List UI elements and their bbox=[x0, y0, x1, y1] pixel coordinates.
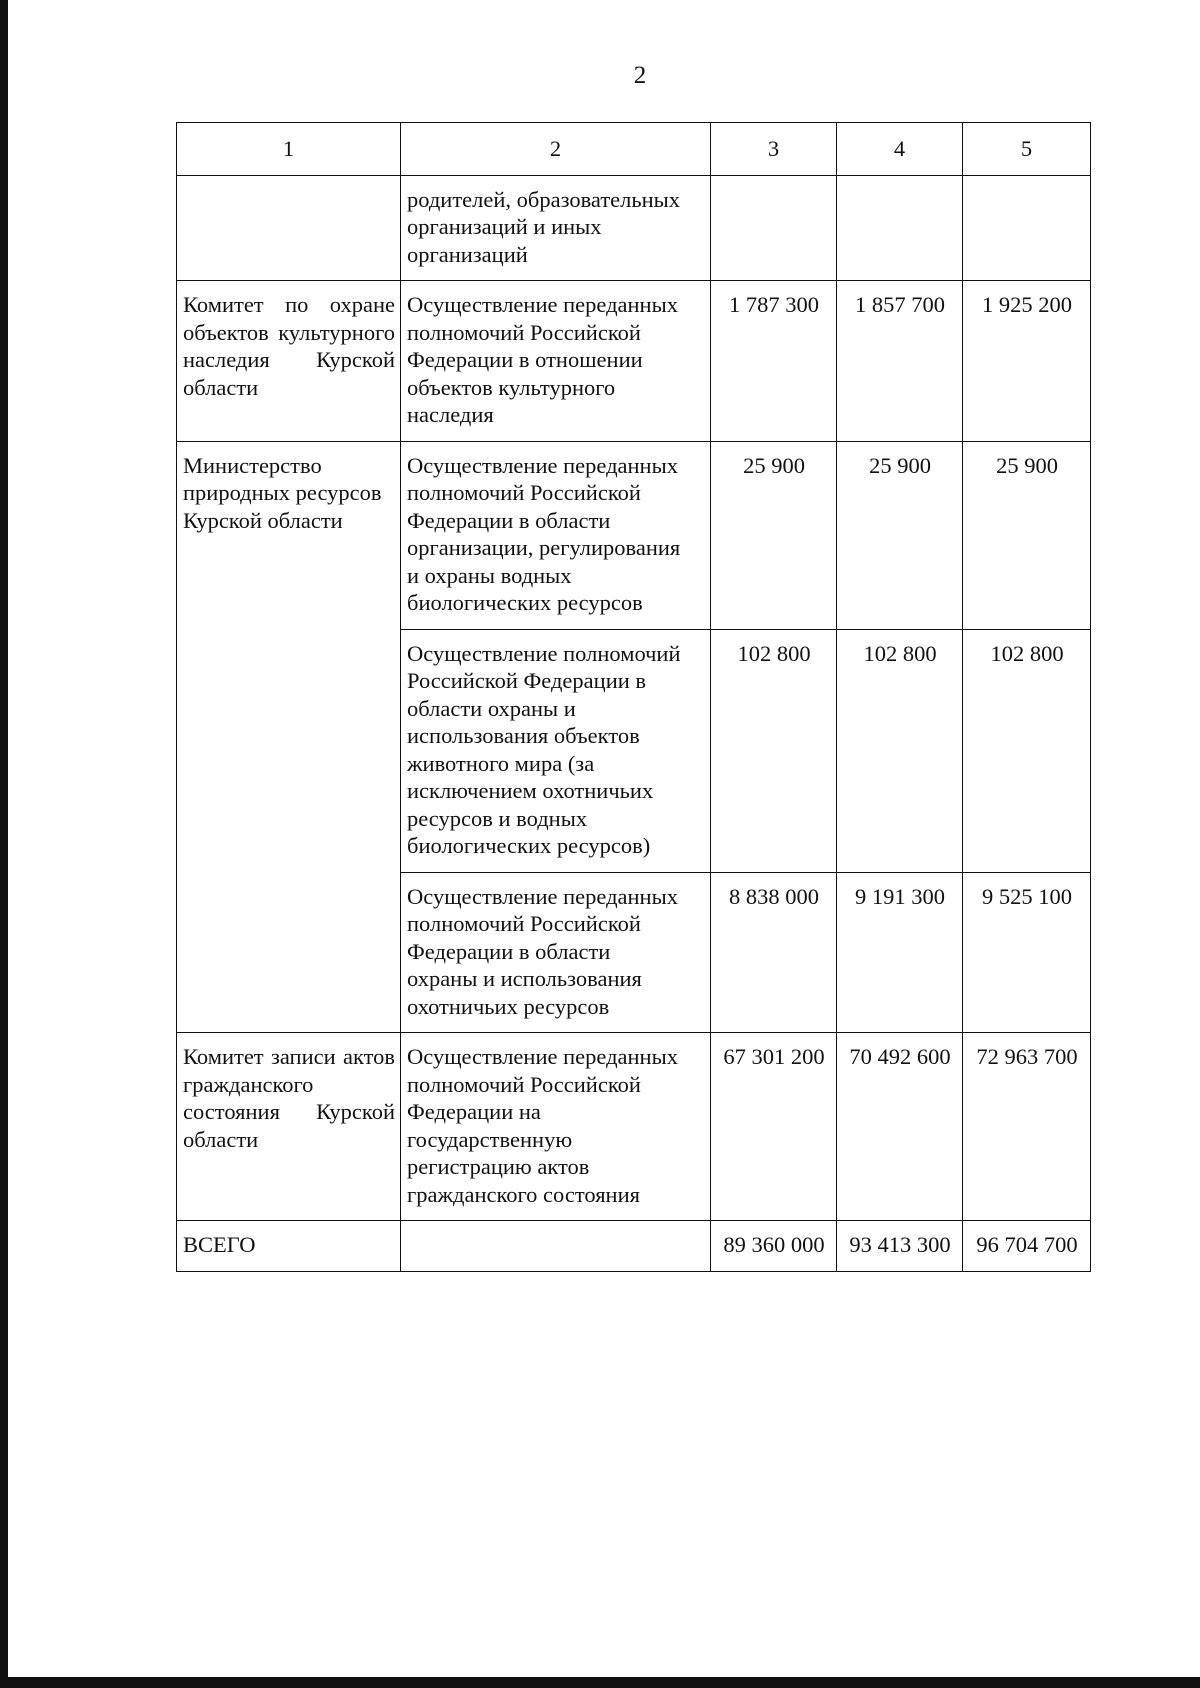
budget-table bbox=[176, 122, 1091, 1272]
value-col5-cell: 1 925 200 bbox=[963, 281, 1091, 442]
total-label: ВСЕГО bbox=[177, 1221, 401, 1272]
value-col3-cell: 25 900 bbox=[711, 441, 837, 629]
table-row bbox=[177, 175, 1091, 281]
activity-cell: Осуществление переданных полномочий Российской Федерации в отношении объектов культурного наследия bbox=[401, 281, 711, 442]
value-col5-cell: 9 525 100 bbox=[963, 872, 1091, 1033]
value-col4-cell: 1 857 700 bbox=[837, 281, 963, 442]
value-col3-cell: 1 787 300 bbox=[711, 281, 837, 442]
org-cell: Комитет записи актов гражданского состояния Курской области bbox=[177, 1033, 401, 1221]
value-col5-cell: 25 900 bbox=[963, 441, 1091, 629]
value-col4-cell: 9 191 300 bbox=[837, 872, 963, 1033]
value-col4-cell: 70 492 600 bbox=[837, 1033, 963, 1221]
column-header-5: 5 bbox=[963, 123, 1091, 176]
activity-cell: Осуществление переданных полномочий Российской Федерации в области организации, регулирования и охраны водных биологических ресурсов bbox=[401, 441, 711, 629]
table-header-row bbox=[177, 123, 1091, 176]
value-col5-cell: 72 963 700 bbox=[963, 1033, 1091, 1221]
value-col3-cell: 8 838 000 bbox=[711, 872, 837, 1033]
scan-bottom-edge bbox=[0, 1677, 1200, 1688]
total-col5: 96 704 700 bbox=[963, 1221, 1091, 1272]
org-cell: Комитет по охране объектов культурного наследия Курской области bbox=[177, 281, 401, 442]
page-number: 2 bbox=[633, 62, 647, 89]
value-col5-cell bbox=[963, 175, 1091, 281]
value-col3-cell: 67 301 200 bbox=[711, 1033, 837, 1221]
value-col4-cell: 102 800 bbox=[837, 629, 963, 872]
activity-cell: Осуществление переданных полномочий Российской Федерации на государственную регистрацию актов гражданского состояния bbox=[401, 1033, 711, 1221]
activity-cell: Осуществление переданных полномочий Российской Федерации в области охраны и использования охотничьих ресурсов bbox=[401, 872, 711, 1033]
org-cell: Министерство природных ресурсов Курской области bbox=[177, 441, 401, 1033]
total-col4: 93 413 300 bbox=[837, 1221, 963, 1272]
value-col3-cell: 102 800 bbox=[711, 629, 837, 872]
column-header-4: 4 bbox=[837, 123, 963, 176]
total-row bbox=[177, 1221, 1091, 1272]
value-col4-cell bbox=[837, 175, 963, 281]
total-col3: 89 360 000 bbox=[711, 1221, 837, 1272]
org-cell bbox=[177, 175, 401, 281]
table-row bbox=[177, 441, 1091, 629]
activity-cell: родителей, образовательных организаций и иных организаций bbox=[401, 175, 711, 281]
column-header-3: 3 bbox=[711, 123, 837, 176]
scan-left-edge bbox=[0, 0, 8, 1688]
activity-cell: Осуществление полномочий Российской Федерации в области охраны и использования объектов животного мира (за исключением охотничьих ресурсов и водных биологических ресурсов) bbox=[401, 629, 711, 872]
column-header-1: 1 bbox=[177, 123, 401, 176]
value-col4-cell: 25 900 bbox=[837, 441, 963, 629]
table-row bbox=[177, 1033, 1091, 1221]
value-col5-cell: 102 800 bbox=[963, 629, 1091, 872]
value-col3-cell bbox=[711, 175, 837, 281]
table-row bbox=[177, 281, 1091, 442]
column-header-2: 2 bbox=[401, 123, 711, 176]
total-empty-cell bbox=[401, 1221, 711, 1272]
